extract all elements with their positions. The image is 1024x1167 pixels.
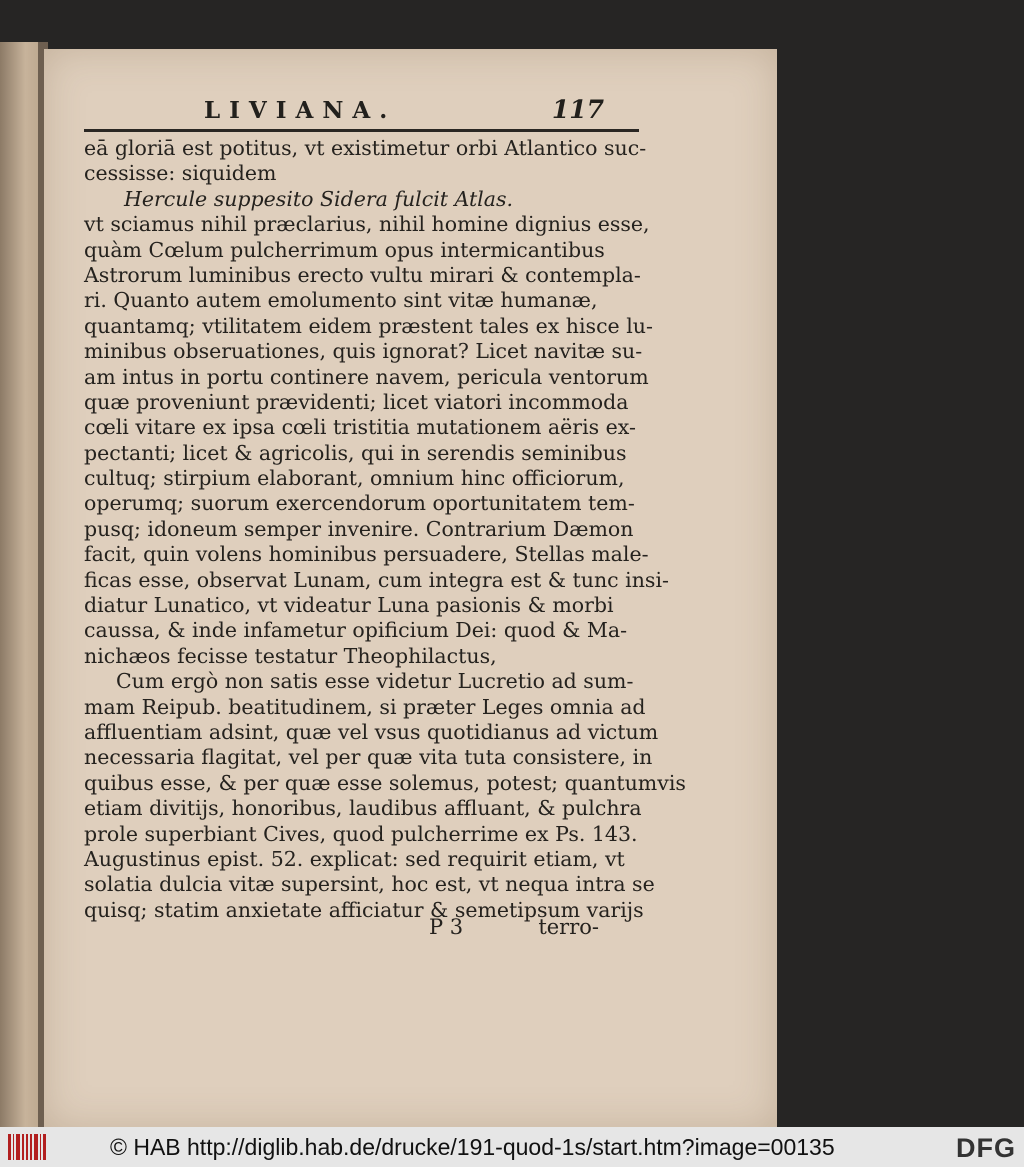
text-line: affluentiam adsint, quæ vel vsus quotidianus ad victum — [84, 719, 659, 744]
text-line: facit, quin volens hominibus persuadere, Stellas male- — [84, 542, 649, 567]
copyright-citation-link[interactable]: © HAB http://diglib.hab.de/drucke/191-quod-1s/start.htm?image=00135 — [110, 1133, 835, 1160]
text-line: quibus esse, & per quæ esse solemus, potest; quantumvis — [84, 770, 686, 795]
text-line: pusq; idoneum semper invenire. Contrarium Dæmon — [84, 516, 634, 541]
text-line: vt sciamus nihil præclarius, nihil homine dignius esse, — [84, 212, 650, 237]
text-line: mam Reipub. beatitudinem, si præter Leges omnia ad — [84, 694, 646, 719]
body-text — [84, 136, 686, 923]
text-line: diatur Lunatico, vt videatur Luna pasionis & morbi — [84, 593, 614, 618]
text-line: Augustinus epist. 52. explicat: sed requirit etiam, vt — [84, 846, 625, 871]
paragraph-start-line: Cum ergò non satis esse videtur Lucretio ad sum- — [116, 669, 634, 694]
text-line: etiam divitijs, honoribus, laudibus affluant, & pulchra — [84, 796, 642, 821]
catchword: terro- — [538, 915, 599, 939]
text-line: eā gloriā est potitus, vt existimetur orbi Atlantico suc- — [84, 136, 647, 160]
signature-mark: P 3 — [429, 915, 464, 939]
text-line: solatia dulcia vitæ supersint, hoc est, vt nequa intra se — [84, 872, 655, 897]
text-line: nichæos fecisse testatur Theophilactus, — [84, 643, 497, 668]
quoted-verse: Hercule suppesito Sidera fulcit Atlas. — [124, 186, 513, 211]
page-foot — [429, 915, 599, 939]
text-line: quàm Cœlum pulcherrimum opus intermicantibus — [84, 237, 605, 262]
text-line: ri. Quanto autem emolumento sint vitæ humanæ, — [84, 288, 598, 313]
page-header — [204, 95, 604, 124]
text-line: quisq; statim anxietate afficiatur & semetipsum varijs — [84, 897, 644, 922]
text-line: minibus obseruationes, quis ignorat? Licet navitæ su- — [84, 339, 643, 364]
text-line: prole superbiant Cives, quod pulcherrime ex Ps. 143. — [84, 821, 638, 846]
text-line: necessaria flagitat, vel per quæ vita tuta consistere, in — [84, 745, 653, 770]
text-line: am intus in portu continere navem, pericula ventorum — [84, 364, 649, 389]
footer-bar — [0, 1127, 1024, 1167]
text-line: quantamq; vtilitatem eidem præstent tales ex hisce lu- — [84, 313, 653, 338]
text-line: cessisse: siquidem — [84, 161, 277, 186]
text-line: quæ proveniunt prævidenti; licet viatori incommoda — [84, 389, 629, 414]
dfg-logo[interactable]: DFG — [956, 1133, 1016, 1163]
running-title: LIVIANA. — [204, 97, 397, 124]
text-line: cultuq; stirpium elaborant, omnium hinc officiorum, — [84, 466, 625, 491]
text-line: caussa, & inde infametur opificium Dei: quod & Ma- — [84, 618, 628, 643]
hab-barcode-logo-icon[interactable] — [8, 1134, 46, 1160]
text-line: Astrorum luminibus erecto vultu mirari & contempla- — [84, 262, 641, 287]
header-rule — [84, 129, 639, 132]
page-number: 117 — [551, 95, 604, 124]
book-page — [44, 49, 777, 1127]
text-line: ficas esse, observat Lunam, cum integra est & tunc insi- — [84, 567, 669, 592]
text-line: pectanti; licet & agricolis, qui in serendis seminibus — [84, 440, 627, 465]
text-line: operumq; suorum exercendorum oportunitatem tem- — [84, 491, 635, 516]
text-line: cœli vitare ex ipsa cœli tristitia mutationem aëris ex- — [84, 415, 636, 440]
